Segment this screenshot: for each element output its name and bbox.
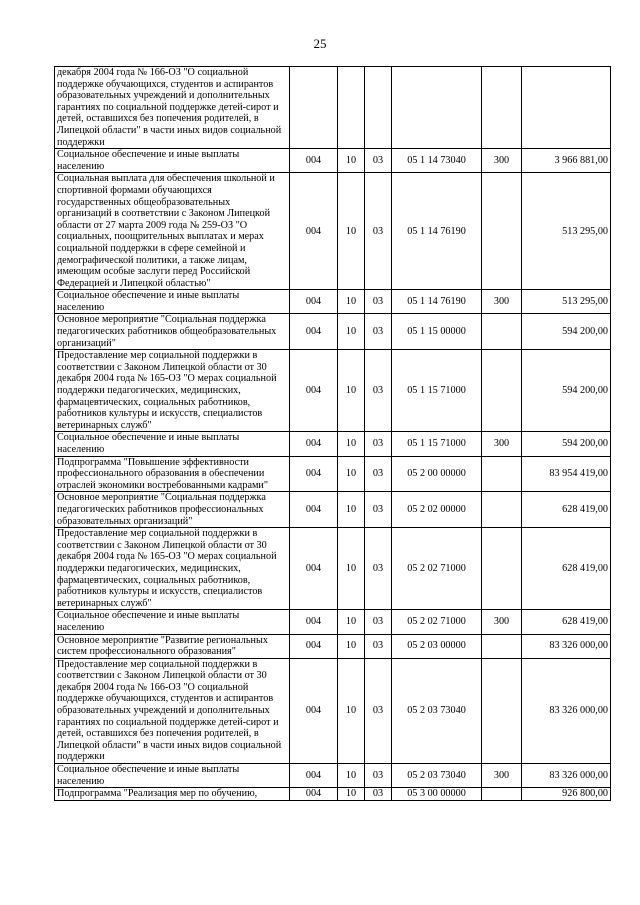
row-name-cell: Предоставление мер социальной поддержки в соответствии с Законом Липецкой области от 30 декабря 2004 года № 165-ОЗ "О мерах социальной поддержки педагогических, медицинских, фармацевтических, социальных работников, работников культуры и искусств, специалистов ветеринарных служб" — [55, 528, 290, 610]
table-row — [55, 173, 611, 290]
ministry-code-cell: 004 — [290, 658, 338, 763]
budget-table — [54, 66, 611, 801]
row-name-cell: Социальное обеспечение и иные выплаты населению — [55, 149, 290, 173]
table-row — [55, 764, 611, 788]
row-name-cell: Основное мероприятие "Социальная поддержка педагогических работников общеобразовательных организаций" — [55, 314, 290, 350]
expense-type-cell — [482, 788, 522, 801]
section-code-cell: 10 — [338, 764, 365, 788]
row-name-cell: Основное мероприятие "Развитие региональных систем профессионального образования" — [55, 634, 290, 658]
row-name-cell: Предоставление мер социальной поддержки в соответствии с Законом Липецкой области от 30 декабря 2004 года № 165-ОЗ "О мерах социальной поддержки педагогических, медицинских, фармацевтических, социальных работников, работников культуры и искусств, специалистов ветеринарных служб" — [55, 350, 290, 432]
target-article-cell: 05 1 14 76190 — [392, 173, 482, 290]
target-article-cell: 05 2 02 00000 — [392, 492, 482, 528]
ministry-code-cell: 004 — [290, 173, 338, 290]
amount-cell: 594 200,00 — [522, 350, 611, 432]
section-code-cell: 10 — [338, 350, 365, 432]
subsection-code-cell: 03 — [365, 173, 392, 290]
target-article-cell: 05 2 02 71000 — [392, 610, 482, 634]
ministry-code-cell: 004 — [290, 290, 338, 314]
amount-cell: 926 800,00 — [522, 788, 611, 801]
target-article-cell: 05 3 00 00000 — [392, 788, 482, 801]
section-code-cell: 10 — [338, 290, 365, 314]
section-code-cell: 10 — [338, 492, 365, 528]
section-code-cell: 10 — [338, 432, 365, 456]
expense-type-cell: 300 — [482, 764, 522, 788]
row-name-cell: Основное мероприятие "Социальная поддержка педагогических работников профессиональных образовательных организаций" — [55, 492, 290, 528]
table-row — [55, 149, 611, 173]
section-code-cell: 10 — [338, 788, 365, 801]
section-code-cell — [338, 67, 365, 149]
table-row — [55, 528, 611, 610]
page-number: 25 — [313, 36, 327, 51]
amount-cell: 83 326 000,00 — [522, 764, 611, 788]
target-article-cell: 05 1 15 71000 — [392, 432, 482, 456]
expense-type-cell: 300 — [482, 149, 522, 173]
section-code-cell: 10 — [338, 658, 365, 763]
expense-type-cell — [482, 67, 522, 149]
target-article-cell: 05 1 14 76190 — [392, 290, 482, 314]
row-name-cell: Социальное обеспечение и иные выплаты населению — [55, 432, 290, 456]
subsection-code-cell: 03 — [365, 610, 392, 634]
subsection-code-cell: 03 — [365, 290, 392, 314]
ministry-code-cell: 004 — [290, 456, 338, 492]
target-article-cell: 05 1 14 73040 — [392, 149, 482, 173]
row-name-cell: Социальная выплата для обеспечения школьной и спортивной формами обучающихся государственных общеобразовательных организаций в соответствии с Законом Липецкой области от 27 марта 2009 года № 259-ОЗ "О социальных, поощрительных выплатах и мерах социальной поддержки в сфере семейной и демографической политики, а также лицам, имеющим особые заслуги перед Российской Федерацией и Липецкой областью" — [55, 173, 290, 290]
target-article-cell: 05 2 03 00000 — [392, 634, 482, 658]
row-name-cell: декабря 2004 года № 166-ОЗ "О социальной поддержке обучающихся, студентов и аспирантов образовательных учреждений и дополнительных гарантиях по социальной поддержке детей-сирот и детей, оставшихся без попечения родителей, в Липецкой области" в части иных видов социальной поддержки — [55, 67, 290, 149]
ministry-code-cell: 004 — [290, 528, 338, 610]
section-code-cell: 10 — [338, 456, 365, 492]
amount-cell: 83 326 000,00 — [522, 634, 611, 658]
table-row — [55, 634, 611, 658]
subsection-code-cell: 03 — [365, 314, 392, 350]
amount-cell: 83 954 419,00 — [522, 456, 611, 492]
expense-type-cell: 300 — [482, 290, 522, 314]
table-row — [55, 67, 611, 149]
ministry-code-cell: 004 — [290, 314, 338, 350]
row-name-cell: Социальное обеспечение и иные выплаты населению — [55, 764, 290, 788]
table-row — [55, 492, 611, 528]
subsection-code-cell: 03 — [365, 528, 392, 610]
table-row — [55, 788, 611, 801]
expense-type-cell — [482, 173, 522, 290]
expense-type-cell — [482, 350, 522, 432]
amount-cell: 513 295,00 — [522, 173, 611, 290]
table-row — [55, 314, 611, 350]
ministry-code-cell: 004 — [290, 764, 338, 788]
section-code-cell: 10 — [338, 314, 365, 350]
amount-cell — [522, 67, 611, 149]
table-row — [55, 610, 611, 634]
subsection-code-cell: 03 — [365, 788, 392, 801]
ministry-code-cell: 004 — [290, 149, 338, 173]
target-article-cell: 05 1 15 71000 — [392, 350, 482, 432]
subsection-code-cell: 03 — [365, 634, 392, 658]
section-code-cell: 10 — [338, 173, 365, 290]
expense-type-cell — [482, 528, 522, 610]
table-row — [55, 432, 611, 456]
subsection-code-cell: 03 — [365, 456, 392, 492]
ministry-code-cell: 004 — [290, 610, 338, 634]
ministry-code-cell: 004 — [290, 492, 338, 528]
target-article-cell: 05 2 03 73040 — [392, 658, 482, 763]
target-article-cell: 05 2 03 73040 — [392, 764, 482, 788]
expense-type-cell — [482, 314, 522, 350]
budget-table-body — [55, 67, 611, 801]
table-row — [55, 350, 611, 432]
expense-type-cell: 300 — [482, 610, 522, 634]
section-code-cell: 10 — [338, 528, 365, 610]
expense-type-cell: 300 — [482, 432, 522, 456]
table-row — [55, 456, 611, 492]
row-name-cell: Предоставление мер социальной поддержки в соответствии с Законом Липецкой области от 30 декабря 2004 года № 166-ОЗ "О социальной поддержке обучающихся, студентов и аспирантов образовательных учреждений и дополнительных гарантиях по социальной поддержке детей-сирот и детей, оставшихся без попечения родителей, в Липецкой области" в части иных видов социальной поддержки — [55, 658, 290, 763]
amount-cell: 594 200,00 — [522, 314, 611, 350]
row-name-cell: Социальное обеспечение и иные выплаты населению — [55, 290, 290, 314]
expense-type-cell — [482, 658, 522, 763]
section-code-cell: 10 — [338, 149, 365, 173]
amount-cell: 513 295,00 — [522, 290, 611, 314]
row-name-cell: Социальное обеспечение и иные выплаты населению — [55, 610, 290, 634]
ministry-code-cell — [290, 67, 338, 149]
subsection-code-cell: 03 — [365, 149, 392, 173]
target-article-cell: 05 2 02 71000 — [392, 528, 482, 610]
target-article-cell — [392, 67, 482, 149]
amount-cell: 594 200,00 — [522, 432, 611, 456]
subsection-code-cell: 03 — [365, 492, 392, 528]
subsection-code-cell: 03 — [365, 764, 392, 788]
ministry-code-cell: 004 — [290, 634, 338, 658]
expense-type-cell — [482, 634, 522, 658]
subsection-code-cell: 03 — [365, 432, 392, 456]
expense-type-cell — [482, 456, 522, 492]
row-name-cell: Подпрограмма "Реализация мер по обучению, — [55, 788, 290, 801]
target-article-cell: 05 1 15 00000 — [392, 314, 482, 350]
amount-cell: 628 419,00 — [522, 528, 611, 610]
amount-cell: 628 419,00 — [522, 492, 611, 528]
ministry-code-cell: 004 — [290, 788, 338, 801]
section-code-cell: 10 — [338, 610, 365, 634]
subsection-code-cell: 03 — [365, 350, 392, 432]
amount-cell: 3 966 881,00 — [522, 149, 611, 173]
section-code-cell: 10 — [338, 634, 365, 658]
amount-cell: 628 419,00 — [522, 610, 611, 634]
amount-cell: 83 326 000,00 — [522, 658, 611, 763]
subsection-code-cell — [365, 67, 392, 149]
expense-type-cell — [482, 492, 522, 528]
target-article-cell: 05 2 00 00000 — [392, 456, 482, 492]
row-name-cell: Подпрограмма "Повышение эффективности профессионального образования в обеспечении отраслей экономики востребованными кадрами" — [55, 456, 290, 492]
table-row — [55, 290, 611, 314]
ministry-code-cell: 004 — [290, 432, 338, 456]
ministry-code-cell: 004 — [290, 350, 338, 432]
table-row — [55, 658, 611, 763]
subsection-code-cell: 03 — [365, 658, 392, 763]
